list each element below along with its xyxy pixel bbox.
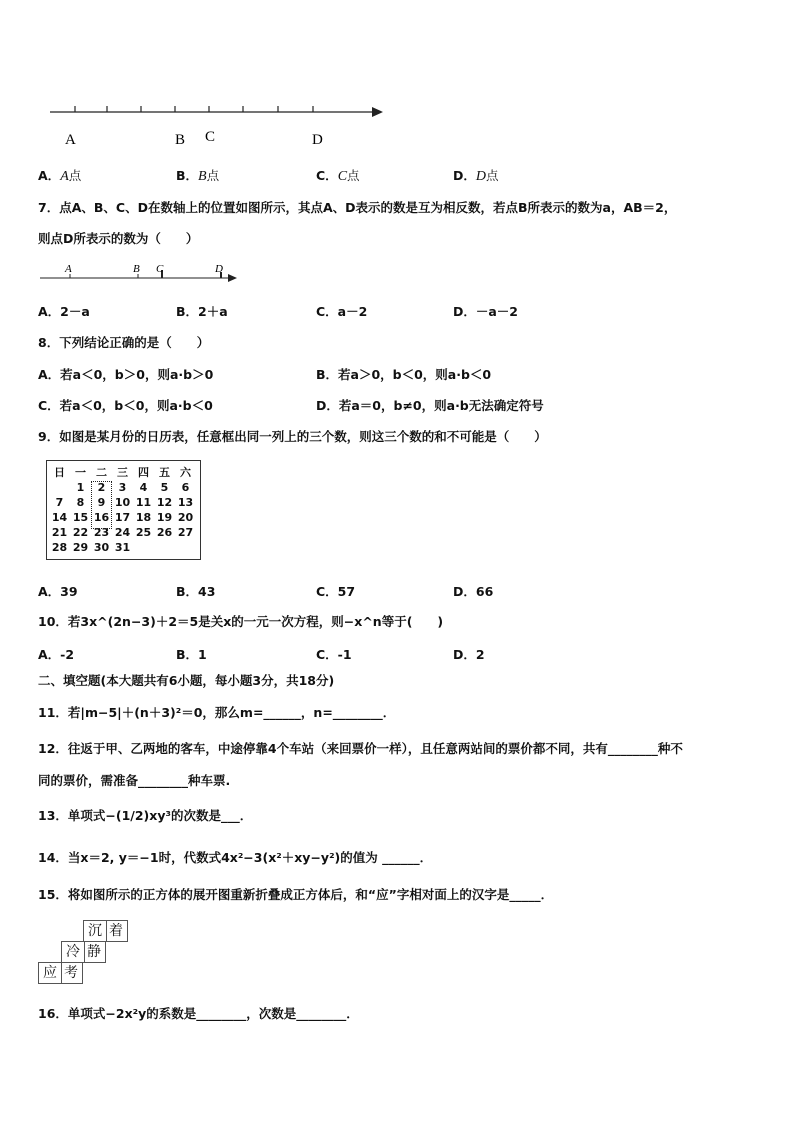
calendar-day: 5 xyxy=(160,481,169,494)
calendar-day xyxy=(133,540,154,555)
q6-label-c: C xyxy=(205,129,216,145)
cube-face-ying: 应 xyxy=(38,962,62,984)
q6-option-c: C．C点 xyxy=(316,168,360,184)
calendar-day: 30 xyxy=(93,541,110,554)
calendar-day: 7 xyxy=(55,496,64,509)
q10-stem: 10．若3x^(2n−3)＋2＝5是关x的一元一次方程，则−x^n等于( ) xyxy=(38,614,444,629)
calendar-week-row xyxy=(49,540,196,555)
cube-face-chen: 沉 xyxy=(83,920,107,942)
calendar-week-row xyxy=(49,480,196,495)
calendar-day xyxy=(49,480,70,495)
calendar xyxy=(46,460,201,560)
q10-option-a: A．-2 xyxy=(38,647,75,662)
calendar-day: 18 xyxy=(135,511,152,524)
calendar-day: 19 xyxy=(156,511,173,524)
q9-stem: 9．如图是某月份的日历表，任意框出同一列上的三个数，则这三个数的和不可能是（ ） xyxy=(38,429,547,444)
calendar-day: 28 xyxy=(51,541,68,554)
calendar-day: 10 xyxy=(114,496,131,509)
q7-option-d: D．－a－2 xyxy=(453,304,519,319)
q6-label-b: B xyxy=(175,132,186,148)
calendar-week-row xyxy=(49,525,196,540)
calendar-day xyxy=(175,540,196,555)
q7-option-a: A．2－a xyxy=(38,304,90,319)
q8-option-a: A．若a＜0，b＞0，则a·b＞0 xyxy=(38,367,214,382)
q7-label-c: C xyxy=(156,263,164,275)
calendar-day: 13 xyxy=(177,496,194,509)
q6-option-d: D．D点 xyxy=(453,168,499,184)
calendar-day: 8 xyxy=(76,496,85,509)
q7-label-b: B xyxy=(133,263,140,275)
calendar-week-row xyxy=(49,510,196,525)
q10-option-d: D．2 xyxy=(453,647,485,662)
q13: 13．单项式−(1/2)xy³的次数是___． xyxy=(38,808,253,823)
q9-option-d: D．66 xyxy=(453,584,494,599)
q8-option-c: C．若a＜0，b＜0，则a·b＜0 xyxy=(38,398,213,413)
q6-label-a: A xyxy=(65,132,76,148)
q16: 16．单项式−2x²y的系数是________，次数是________． xyxy=(38,1006,359,1021)
calendar-weekday: 六 xyxy=(180,466,191,479)
q9-option-b: B．43 xyxy=(176,584,216,599)
calendar-day: 26 xyxy=(156,526,173,539)
calendar-weekday: 一 xyxy=(75,466,86,479)
calendar-day: 12 xyxy=(156,496,173,509)
calendar-day: 31 xyxy=(114,541,131,554)
q7-line2: 则点D所表示的数为（ ） xyxy=(38,231,199,246)
q11: 11．若|m−5|＋(n＋3)²＝0，那么m=______，n=________． xyxy=(38,705,396,720)
calendar-day: 20 xyxy=(177,511,194,524)
q15-stem: 15．将如图所示的正方体的展开图重新折叠成正方体后，和“应”字相对面上的汉字是_____． xyxy=(38,887,554,902)
q12-line2: 同的票价，需准备________种车票. xyxy=(38,773,231,788)
q10-option-b: B．1 xyxy=(176,647,207,662)
calendar-day: 6 xyxy=(181,481,190,494)
q8-stem: 8．下列结论正确的是（ ） xyxy=(38,335,210,350)
calendar-weekday: 二 xyxy=(96,466,107,479)
calendar-selection-box xyxy=(91,481,112,529)
calendar-day: 17 xyxy=(114,511,131,524)
cube-net xyxy=(38,920,128,982)
q6-option-b: B．B点 xyxy=(176,168,220,184)
q7-line1: 7．点A、B、C、D在数轴上的位置如图所示，其点A、D表示的数是互为相反数，若点B所表示的数为a，AB＝2， xyxy=(38,200,677,215)
calendar-weekday: 三 xyxy=(117,466,128,479)
q10-option-c: C．-1 xyxy=(316,647,352,662)
q8-option-d: D．若a＝0，b≠0，则a·b无法确定符号 xyxy=(316,398,544,413)
calendar-weekday: 五 xyxy=(159,466,170,479)
calendar-day: 1 xyxy=(76,481,85,494)
calendar-day: 25 xyxy=(135,526,152,539)
calendar-day: 29 xyxy=(72,541,89,554)
calendar-day: 21 xyxy=(51,526,68,539)
q7-label-a: A xyxy=(65,263,72,275)
calendar-header-row xyxy=(49,464,196,480)
calendar-day: 3 xyxy=(118,481,127,494)
q6-label-d: D xyxy=(312,132,323,148)
cube-face-leng: 冷 xyxy=(61,941,85,963)
calendar-day: 4 xyxy=(139,481,148,494)
q6-number-line xyxy=(45,96,390,156)
calendar-day: 14 xyxy=(51,511,68,524)
calendar-week-row xyxy=(49,495,196,510)
calendar-day: 15 xyxy=(72,511,89,524)
calendar-day: 11 xyxy=(135,496,152,509)
calendar-day: 9 xyxy=(97,496,106,509)
q7-number-line xyxy=(38,258,243,286)
calendar-day: 24 xyxy=(114,526,131,539)
q6-option-a: A．A点 xyxy=(38,168,82,184)
cube-face-jing: 静 xyxy=(83,941,106,963)
q14: 14．当x＝2, y＝−1时，代数式4x²−3(x²＋xy−y²)的值为 ______． xyxy=(38,850,433,865)
cube-face-kao: 考 xyxy=(60,962,83,984)
q7-option-c: C．a－2 xyxy=(316,304,368,319)
q9-option-a: A．39 xyxy=(38,584,78,599)
calendar-table xyxy=(49,464,196,555)
calendar-day: 16 xyxy=(93,511,110,524)
q7-option-b: B．2＋a xyxy=(176,304,228,319)
calendar-day: 23 xyxy=(93,526,110,539)
cube-face-zhe: 着 xyxy=(105,920,128,942)
q7-label-d: D xyxy=(215,263,223,275)
calendar-day xyxy=(154,540,175,555)
calendar-weekday: 日 xyxy=(54,466,65,479)
q8-option-b: B．若a＞0，b＜0，则a·b＜0 xyxy=(316,367,492,382)
calendar-day: 2 xyxy=(97,481,106,494)
calendar-weekday: 四 xyxy=(138,466,149,479)
section-title-fill-in: 二、填空题(本大题共有6小题，每小题3分，共18分) xyxy=(38,673,335,688)
q12-line1: 12．往返于甲、乙两地的客车，中途停靠4个车站（来回票价一样），且任意两站间的票价都不同，共有________种不 xyxy=(38,741,683,756)
q9-option-c: C．57 xyxy=(316,584,356,599)
calendar-day: 22 xyxy=(72,526,89,539)
calendar-day: 27 xyxy=(177,526,194,539)
